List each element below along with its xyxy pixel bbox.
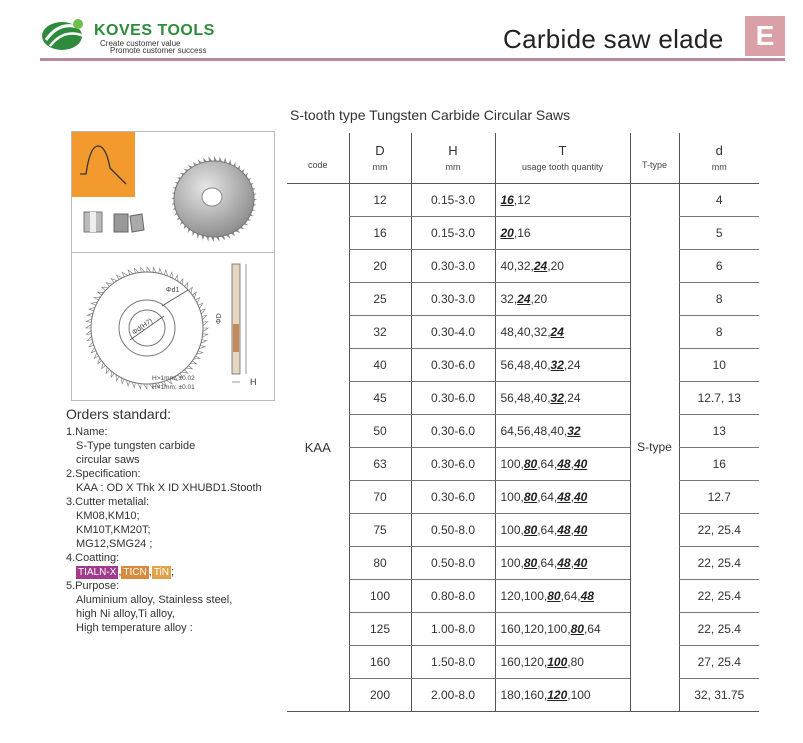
cell-H: 0.30-3.0 (411, 282, 495, 315)
tooth-count: 56,48,40, (500, 357, 551, 372)
cell-d: 32, 31.75 (679, 678, 759, 711)
recommended-tooth-count: 24 (517, 291, 531, 306)
cell-D: 100 (349, 579, 411, 612)
recommended-tooth-count: 48 (557, 555, 571, 570)
tooth-count: ,24 (563, 357, 581, 372)
cell-T (495, 249, 630, 282)
cell-d: 22, 25.4 (679, 579, 759, 612)
material-line-3: MG12,SMG24 ; (76, 538, 153, 550)
tooth-count: 100, (500, 555, 524, 570)
recommended-tooth-count: 120 (547, 687, 568, 702)
phi-d-label: Φd(H7) (131, 317, 155, 337)
cell-D: 32 (349, 315, 411, 348)
cell-d: 12.7, 13 (679, 381, 759, 414)
cell-D: 160 (349, 645, 411, 678)
header-T: T usage tooth quantity (495, 133, 630, 183)
table-row (287, 480, 759, 513)
header-D: D mm (349, 133, 411, 183)
cell-D: 70 (349, 480, 411, 513)
saw-tooth (147, 267, 151, 272)
cell-H: 0.30-4.0 (411, 315, 495, 348)
cell-T (495, 282, 630, 315)
cell-D: 50 (349, 414, 411, 447)
tooth-count: 56,48,40, (500, 390, 551, 405)
cell-T (495, 381, 630, 414)
cell-T (495, 678, 630, 711)
recommended-tooth-count: 80 (547, 588, 561, 603)
brand-slogan-1: Create customer value (100, 39, 181, 48)
H-label: H (250, 377, 257, 387)
brand-slogan-2: Promote customer success (110, 46, 207, 55)
coating-tin-badge: TiN (153, 567, 169, 578)
cell-d: 13 (679, 414, 759, 447)
tooth-count: 160,120, (500, 654, 548, 669)
tooth-profile-icon (72, 132, 135, 197)
purpose-label: 5.Purpose: (66, 580, 120, 592)
section-badge: E (745, 16, 785, 56)
cell-D: 80 (349, 546, 411, 579)
tooth-count: 160,120,100, (500, 621, 571, 636)
recommended-tooth-count: 32 (550, 390, 564, 405)
name-line-2: circular saws (76, 454, 140, 466)
cell-H: 0.30-6.0 (411, 348, 495, 381)
material-line-1: KM08,KM10; (76, 510, 140, 522)
phi-D-label: ΦD (216, 313, 223, 324)
cell-d: 5 (679, 216, 759, 249)
orders-heading: Orders standard: (66, 406, 172, 422)
cell-d: 12.7 (679, 480, 759, 513)
koves-logo-icon (40, 14, 88, 54)
cell-T (495, 579, 630, 612)
header-d: d mm (679, 133, 759, 183)
cell-D: 12 (349, 183, 411, 216)
cell-H: 0.50-8.0 (411, 513, 495, 546)
cell-T (495, 216, 630, 249)
recommended-tooth-count: 32 (550, 357, 564, 372)
recommended-tooth-count: 80 (570, 621, 584, 636)
saw-tooth (203, 322, 208, 326)
recommended-tooth-count: 48 (557, 489, 571, 504)
table-row (287, 678, 759, 711)
tooth-count: ,24 (563, 390, 581, 405)
recommended-tooth-count: 48 (580, 588, 594, 603)
tooth-count: , (570, 456, 574, 471)
name-label: 1.Name: (66, 426, 108, 438)
cell-H: 0.30-6.0 (411, 447, 495, 480)
recommended-tooth-count: 32 (567, 423, 581, 438)
recommended-tooth-count: 20 (500, 225, 514, 240)
tooth-count: ,20 (530, 291, 548, 306)
cell-D: 45 (349, 381, 411, 414)
tooth-count: ,64 (583, 621, 601, 636)
saw-dimension-diagram (82, 262, 272, 397)
cell-D: 16 (349, 216, 411, 249)
recommended-tooth-count: 48 (557, 522, 571, 537)
purpose-line-1: Aluminium alloy, Stainless steel, (76, 594, 233, 606)
header-divider (40, 58, 785, 61)
tooth-count: ,16 (513, 225, 531, 240)
purpose-line-3: High temperature alloy : (76, 622, 193, 634)
header-ttype: T-type (630, 133, 679, 183)
table-row (287, 579, 759, 612)
purpose-line-2: high Ni alloy,Ti alloy, (76, 608, 175, 620)
tooth-count: ,64, (537, 489, 558, 504)
tooth-count: 64,56,48,40, (500, 423, 568, 438)
tooth-count: 40,32, (500, 258, 534, 273)
cell-H: 0.50-8.0 (411, 546, 495, 579)
cell-D: 200 (349, 678, 411, 711)
cell-T (495, 480, 630, 513)
cell-H: 0.30-3.0 (411, 249, 495, 282)
cell-D: 25 (349, 282, 411, 315)
panel-divider (72, 252, 274, 253)
cell-H: 0.15-3.0 (411, 216, 495, 249)
saw-tooth (214, 156, 217, 161)
table-row (287, 249, 759, 282)
saw-tooth (98, 358, 102, 364)
product-image-panel (71, 131, 275, 401)
cell-T (495, 315, 630, 348)
spec-label: 2.Specification: (66, 468, 141, 480)
tooth-count: ,64, (537, 522, 558, 537)
cell-T (495, 612, 630, 645)
saw-tooth (111, 279, 117, 283)
saw-tooth (143, 384, 147, 389)
saw-blade-photo (164, 152, 264, 247)
coating-tags: TIALN-X , TICN , TiN ; (78, 566, 175, 578)
tooth-count: , (570, 522, 574, 537)
table-row (287, 282, 759, 315)
tooth-count: 100, (500, 456, 524, 471)
coating-ticn-badge: TICN (123, 567, 147, 578)
cell-T (495, 348, 630, 381)
tooth-count: 100, (500, 522, 524, 537)
spec-table (287, 133, 759, 712)
table-row (287, 216, 759, 249)
tooth-count: ,64, (560, 588, 581, 603)
cell-T (495, 645, 630, 678)
tooth-count: ,20 (547, 258, 564, 273)
cell-d: 22, 25.4 (679, 546, 759, 579)
saw-tooth (86, 324, 91, 328)
cell-T (495, 414, 630, 447)
recommended-tooth-count: 24 (550, 324, 564, 339)
cell-D: 75 (349, 513, 411, 546)
recommended-tooth-count: 80 (523, 522, 538, 537)
table-row (287, 546, 759, 579)
cell-d: 22, 25.4 (679, 513, 759, 546)
cell-H: 0.30-6.0 (411, 480, 495, 513)
orders-standard (66, 407, 262, 635)
table-row (287, 381, 759, 414)
cell-H: 2.00-8.0 (411, 678, 495, 711)
carbide-insert-icon (82, 210, 152, 236)
table-body (287, 183, 759, 711)
tooth-count: , (570, 489, 574, 504)
recommended-tooth-count: 40 (573, 456, 588, 471)
cell-d: 6 (679, 249, 759, 282)
cell-D: 125 (349, 612, 411, 645)
ttype-cell: S-type (630, 183, 679, 711)
tolerance-1: H>1mm: ±0.02 (152, 375, 195, 382)
material-label: 3.Cutter metalial: (66, 496, 150, 508)
cell-d: 16 (679, 447, 759, 480)
recommended-tooth-count: 100 (547, 654, 568, 669)
recommended-tooth-count: 40 (573, 489, 588, 504)
cell-d: 8 (679, 282, 759, 315)
cell-H: 0.80-8.0 (411, 579, 495, 612)
tooth-count: , (570, 555, 574, 570)
cell-H: 0.30-6.0 (411, 414, 495, 447)
cell-D: 63 (349, 447, 411, 480)
tooth-count: ,12 (513, 192, 531, 207)
table-row (287, 447, 759, 480)
cell-H: 1.50-8.0 (411, 645, 495, 678)
header-H: H mm (411, 133, 495, 183)
tooth-count: ,64, (537, 555, 558, 570)
cell-T (495, 513, 630, 546)
tooth-count: ,100 (567, 687, 591, 702)
page-title: Carbide saw elade (503, 24, 724, 54)
cell-T (495, 546, 630, 579)
tooth-count: 120,100, (500, 588, 548, 603)
coating-label: 4.Coatting: (66, 552, 120, 564)
code-cell: KAA (287, 183, 349, 711)
table-row (287, 513, 759, 546)
tooth-count: 180,160, (500, 687, 548, 702)
tooth-count: 100, (500, 489, 524, 504)
tolerance-2: H<1mm: ±0.01 (152, 384, 195, 391)
cell-d: 8 (679, 315, 759, 348)
tooth-count: 48,40,32, (500, 324, 551, 339)
cell-T (495, 183, 630, 216)
recommended-tooth-count: 48 (557, 456, 571, 471)
cell-d: 10 (679, 348, 759, 381)
page-header (0, 0, 803, 70)
table-row (287, 348, 759, 381)
recommended-tooth-count: 80 (523, 489, 538, 504)
cell-D: 40 (349, 348, 411, 381)
recommended-tooth-count: 24 (533, 258, 548, 273)
table-title: S-tooth type Tungsten Carbide Circular Saws (290, 107, 571, 123)
table-header-row (287, 133, 759, 183)
cell-d: 4 (679, 183, 759, 216)
saw-tooth (141, 267, 145, 272)
table-row (287, 612, 759, 645)
saw-tooth (211, 237, 214, 242)
recommended-tooth-count: 80 (523, 456, 538, 471)
tooth-count: ,64, (537, 456, 558, 471)
recommended-tooth-count: 40 (573, 555, 588, 570)
cell-H: 1.00-8.0 (411, 612, 495, 645)
insert-icons (82, 210, 152, 241)
saw-tooth (192, 292, 196, 298)
cell-T (495, 447, 630, 480)
table-row (287, 645, 759, 678)
recommended-tooth-count: 40 (573, 522, 588, 537)
cell-d: 27, 25.4 (679, 645, 759, 678)
cell-H: 0.30-6.0 (411, 381, 495, 414)
cell-H: 0.15-3.0 (411, 183, 495, 216)
tooth-profile-box (72, 132, 135, 197)
brand-name: KOVES TOOLS (94, 22, 215, 39)
tooth-count: 32, (500, 291, 518, 306)
material-line-2: KM10T,KM20T; (76, 524, 151, 536)
saw-tooth (86, 330, 91, 334)
table-row (287, 414, 759, 447)
spec-value: KAA : OD X Thk X ID XHUBD1.Stooth (76, 482, 262, 494)
coating-tialn-badge: TIALN-X (78, 567, 117, 578)
cell-D: 20 (349, 249, 411, 282)
recommended-tooth-count: 80 (523, 555, 538, 570)
phi-d1-label: Φd1 (166, 287, 180, 294)
table-row (287, 315, 759, 348)
tooth-count: ,80 (567, 654, 584, 669)
saw-tooth (203, 328, 208, 332)
cell-d: 22, 25.4 (679, 612, 759, 645)
name-line-1: S-Type tungsten carbide (76, 440, 196, 452)
table-row (287, 183, 759, 216)
header-code: code (287, 133, 349, 183)
recommended-tooth-count: 16 (500, 192, 514, 207)
